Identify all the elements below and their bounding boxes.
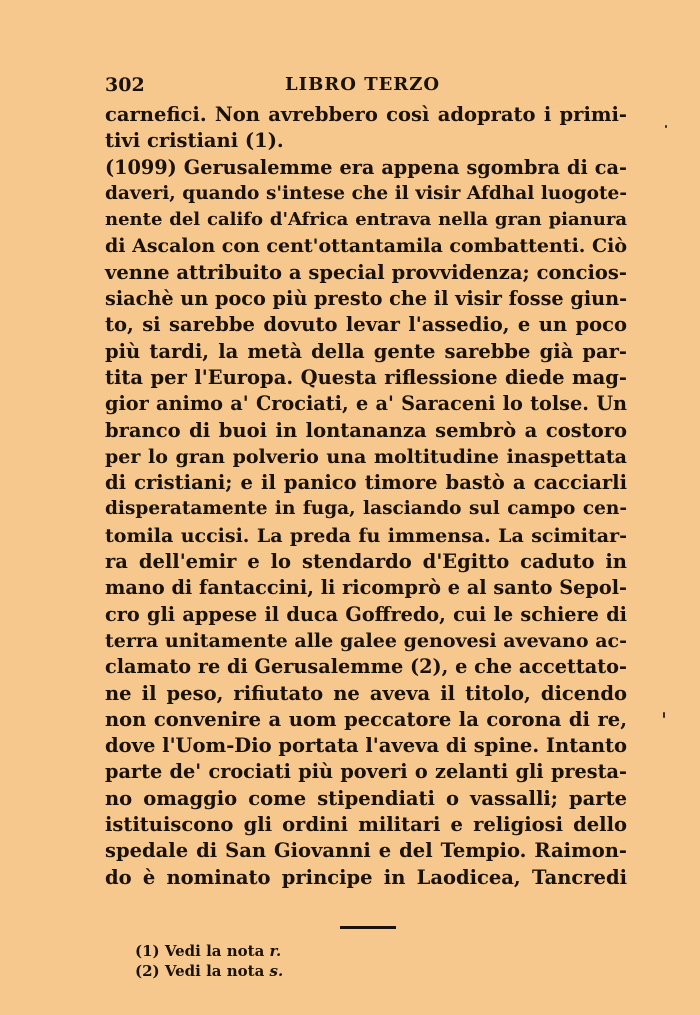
text-line: ne il peso, rifiutato ne aveva il titolo, dicendo [105, 681, 627, 705]
text-line: carnefici. Non avrebbero così adoprato i primi- [105, 103, 627, 126]
footnote-divider [340, 926, 396, 929]
text-line: tita per l'Europa. Questa riflessione diede mag- [105, 365, 627, 389]
text-line: clamato re di Gerusalemme (2), e che accettato- [105, 655, 627, 679]
text-line: terra unitamente alle galee genovesi avevano ac- [105, 629, 627, 652]
text-line: tomila uccisi. La preda fu immensa. La scimitar- [105, 524, 627, 547]
body-text [105, 102, 627, 891]
text-line: di cristiani; e il panico timore bastò a cacciarli [105, 471, 627, 495]
text-line: do è nominato principe in Laodicea, Tancredi [105, 865, 627, 889]
text-line: spedale di San Giovanni e del Tempio. Raimon- [105, 839, 627, 863]
text-line: parte de' crociati più poveri o zelanti gli presta- [105, 760, 627, 784]
text-line: tivi cristiani (1). [105, 129, 284, 153]
footnote-text: Vedi la nota [164, 962, 265, 980]
page-number: 302 [105, 74, 145, 96]
text-line: to, si sarebbe dovuto levar l'assedio, e un poco [105, 313, 627, 337]
text-line: dove l'Uom-Dio portata l'aveva di spine. Intanto [105, 734, 628, 758]
text-line: ra dell'emir e lo stendardo d'Egitto caduto in [105, 550, 627, 574]
margin-speck [663, 712, 665, 718]
footnote-ref: s. [269, 962, 284, 980]
text-line: disperatamente in fuga, lasciando sul campo cen- [105, 498, 627, 520]
text-line: di Ascalon con cent'ottantamila combattenti. Ciò [105, 235, 628, 258]
footnote-marker: (2) [135, 962, 160, 980]
text-line: venne attribuito a special provvidenza; concios- [105, 260, 627, 284]
page-header [105, 74, 627, 102]
footnote-2 [135, 961, 283, 981]
text-line: per lo gran polverio una moltitudine inaspettata [105, 445, 627, 468]
book-page [105, 74, 627, 891]
text-line: branco di buoi in lontananza sembrò a costoro [105, 418, 627, 442]
footnotes [135, 941, 283, 981]
footnote-text: Vedi la nota [164, 942, 265, 960]
text-line: daveri, quando s'intese che il visir Afdhal luogote- [105, 182, 627, 204]
text-line: istituiscono gli ordini militari e religiosi dello [105, 813, 627, 837]
text-line: (1099) Gerusalemme era appena sgombra di ca- [105, 155, 627, 179]
text-line: gior animo a' Crociati, e a' Saraceni lo tolse. Un [105, 392, 627, 416]
text-line: non convenire a uom peccatore la corona di re, [105, 707, 627, 731]
text-line: mano di fantaccini, li ricomprò e al santo Sepol- [105, 576, 627, 600]
text-line: cro gli appese il duca Goffredo, cui le schiere di [105, 602, 627, 626]
text-line: nente del califo d'Africa entrava nella gran pianura [105, 209, 627, 231]
text-line: siachè un poco più presto che il visir fosse giun- [105, 287, 628, 311]
margin-speck [665, 125, 667, 128]
running-head: LIBRO TERZO [285, 74, 441, 95]
footnote-marker: (1) [135, 942, 160, 960]
text-line: più tardi, la metà della gente sarebbe già par- [105, 339, 627, 363]
footnote-ref: r. [269, 942, 282, 960]
footnote-1 [135, 941, 283, 961]
text-line: no omaggio come stipendiati o vassalli; parte [105, 786, 627, 810]
